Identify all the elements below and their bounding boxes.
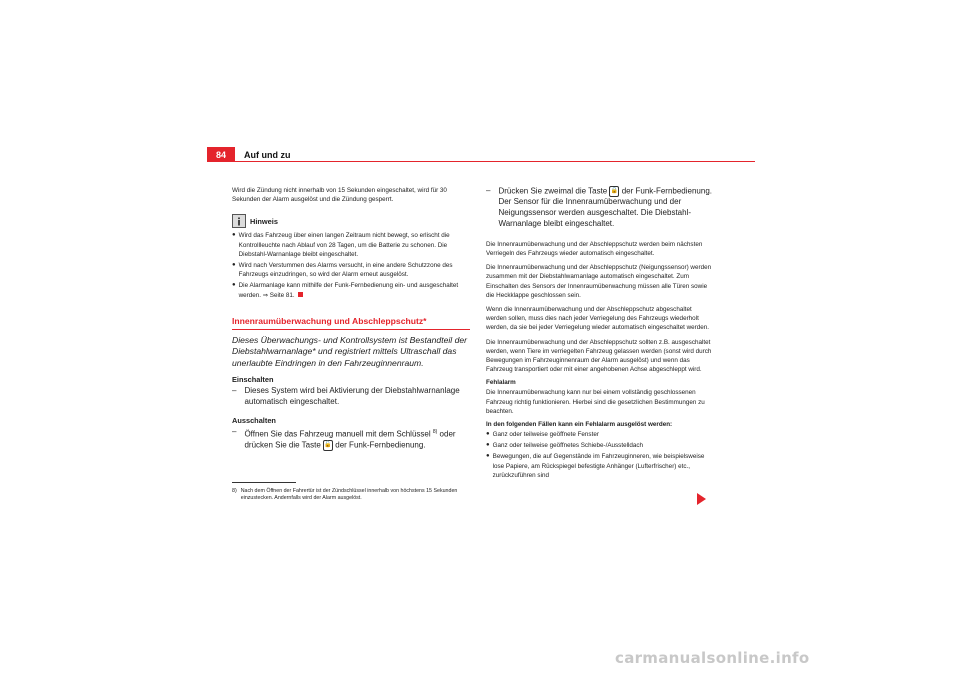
- cause-item: ● Ganz oder teilweise geöffnetes Schiebe-/Ausstelldach: [486, 442, 644, 450]
- fehlalarm-title: Fehlalarm: [486, 379, 516, 387]
- hinweis-header: [232, 214, 470, 228]
- hinweis-title: Hinweis: [250, 216, 278, 226]
- bullet-icon: ●: [486, 431, 490, 438]
- page-number: 84: [207, 147, 235, 162]
- section-rule: [232, 329, 470, 330]
- chapter-title: Auf und zu: [244, 150, 291, 160]
- bullet-icon: ●: [232, 262, 236, 269]
- bullet-icon: ●: [232, 282, 236, 289]
- footnote: [232, 488, 472, 503]
- section-intro: Dieses Überwachungs- und Kontrollsystem ist Bestandteil der Diebstahlwarnanlage* und registriert mittels Ultraschall das unerlaubte Eindringen in den Fahrzeuginnenraum.: [232, 334, 468, 368]
- press-twice-step: – Drücken Sie zweimal die Taste 🔒 der Funk-Fernbedienung. Der Sensor für die Innenraumüberwachung und der Neigungssensor werden ausgeschaltet. Die Diebstahl-Warnanlage bleibt eingeschaltet.: [486, 186, 712, 228]
- paragraph: Die Innenraumüberwachung und der Abschleppschutz sollten z.B. ausgeschaltet werden, wenn Tiere im verriegelten Fahrzeug gelassen werden (sonst wird durch Bewegungen im Fahrzeuginnenraum der Alarm ausgelöst) und wenn das Fahrzeug transportiert oder mit einer angehobenen Achse abgeschleppt wird.: [486, 338, 712, 374]
- paragraph: Die Innenraumüberwachung und der Abschleppschutz (Neigungssensor) werden zusammen mit der Diebstahlwarnanlage automatisch eingeschaltet. Zum Einschalten des Sensors der Innenraumüberwachung müssen alle Türen sowie die Heckklappe geschlossen sein.: [486, 264, 712, 299]
- footnote-marker: 8): [232, 488, 237, 494]
- section-title: Innenraumüberwachung und Abschleppschutz*: [232, 315, 427, 326]
- einschalten-step: – Dieses System wird bei Aktivierung der Diebstahlwarnanlage automatisch eingeschaltet.: [232, 386, 460, 406]
- continue-arrow-icon: [697, 493, 706, 505]
- header-rule: [207, 161, 755, 162]
- ausschalten-step: – Öffnen Sie das Fahrzeug manuell mit dem Schlüssel $^{8)}$ oder drücken Sie die Taste 🔓 der Funk-Fernbedienung.: [232, 426, 456, 450]
- unlock-key-icon: 🔓: [323, 440, 333, 451]
- hinweis-item: ● Wird das Fahrzeug über einen langen Zeitraum nicht bewegt, so erlischt die Kontrollleuchte nach Ablauf von 28 Tagen, um die Batterie zu schonen. Die Diebstahl-Warnanlage bleibt eingeschaltet.: [232, 232, 450, 258]
- hinweis-item: ● Wird nach Verstummen des Alarms versucht, in eine andere Schutzzone des Fahrzeugs einzudringen, so wird der Alarm erneut ausgelöst.: [232, 262, 453, 279]
- note-icon: [232, 214, 246, 228]
- page-reference[interactable]: Die Alarmanlage kann mithilfe der Funk-Fernbedienung ein- und ausgeschaltet werden. ⇒ Seite 81.: [238, 282, 459, 299]
- cause-item: ● Ganz oder teilweise geöffnete Fenster: [486, 431, 599, 439]
- intro-paragraph: Wird die Zündung nicht innerhalb von 15 Sekunden eingeschaltet, wird für 30 Sekunden der Alarm ausgelöst und die Zündung gesperrt.: [232, 187, 447, 204]
- footnote-rule: [232, 482, 296, 483]
- left-column: [232, 186, 470, 452]
- paragraph: Die Innenraumüberwachung und der Abschleppschutz werden beim nächsten Verriegeln des Fahrzeugs wieder automatisch eingeschaltet.: [486, 240, 703, 257]
- lock-key-icon: 🔒: [609, 186, 619, 197]
- end-marker-icon: [298, 292, 303, 297]
- hinweis-item: [232, 281, 470, 299]
- cause-item: ● Bewegungen, die auf Gegenstände im Fahrzeuginneren, wie beispielsweise lose Papiere, am Rückspiegel befestigte Anhänger (Lufterfrischer) etc., zurückzuführen sind: [486, 453, 705, 479]
- watermark: carmanualsonline.info: [615, 649, 810, 667]
- bullet-icon: ●: [486, 442, 490, 449]
- ausschalten-title: Ausschalten: [232, 415, 276, 425]
- right-column: [486, 186, 714, 482]
- footnote-text: Nach dem Öffnen der Fahrertür ist der Zündschlüssel innerhalb von höchstens 15 Sekunden einzustecken. Andernfalls wird der Alarm ausgelöst.: [240, 488, 458, 502]
- paragraph: Wenn die Innenraumüberwachung und der Abschleppschutz abgeschaltet werden sollen, muss dies nach jeder Verriegelung des Fahrzeugs wiederholt werden, da sie bei jeder Verriegelung wieder automatisch eingeschaltet werden.: [486, 306, 709, 332]
- bullet-icon: ●: [232, 232, 236, 239]
- fehlalarm-text: Die Innenraumüberwachung kann nur bei einem vollständig geschlossenen Fahrzeug richtig funktionieren. Hierbei sind die gesetzlichen Bestimmungen zu beachten.: [486, 389, 705, 415]
- einschalten-title: Einschalten: [232, 375, 274, 385]
- footnote-ref[interactable]: 8): [432, 428, 438, 435]
- bullet-icon: ●: [486, 453, 490, 460]
- causes-title: In den folgenden Fällen kann ein Fehlalarm ausgelöst werden:: [486, 421, 673, 429]
